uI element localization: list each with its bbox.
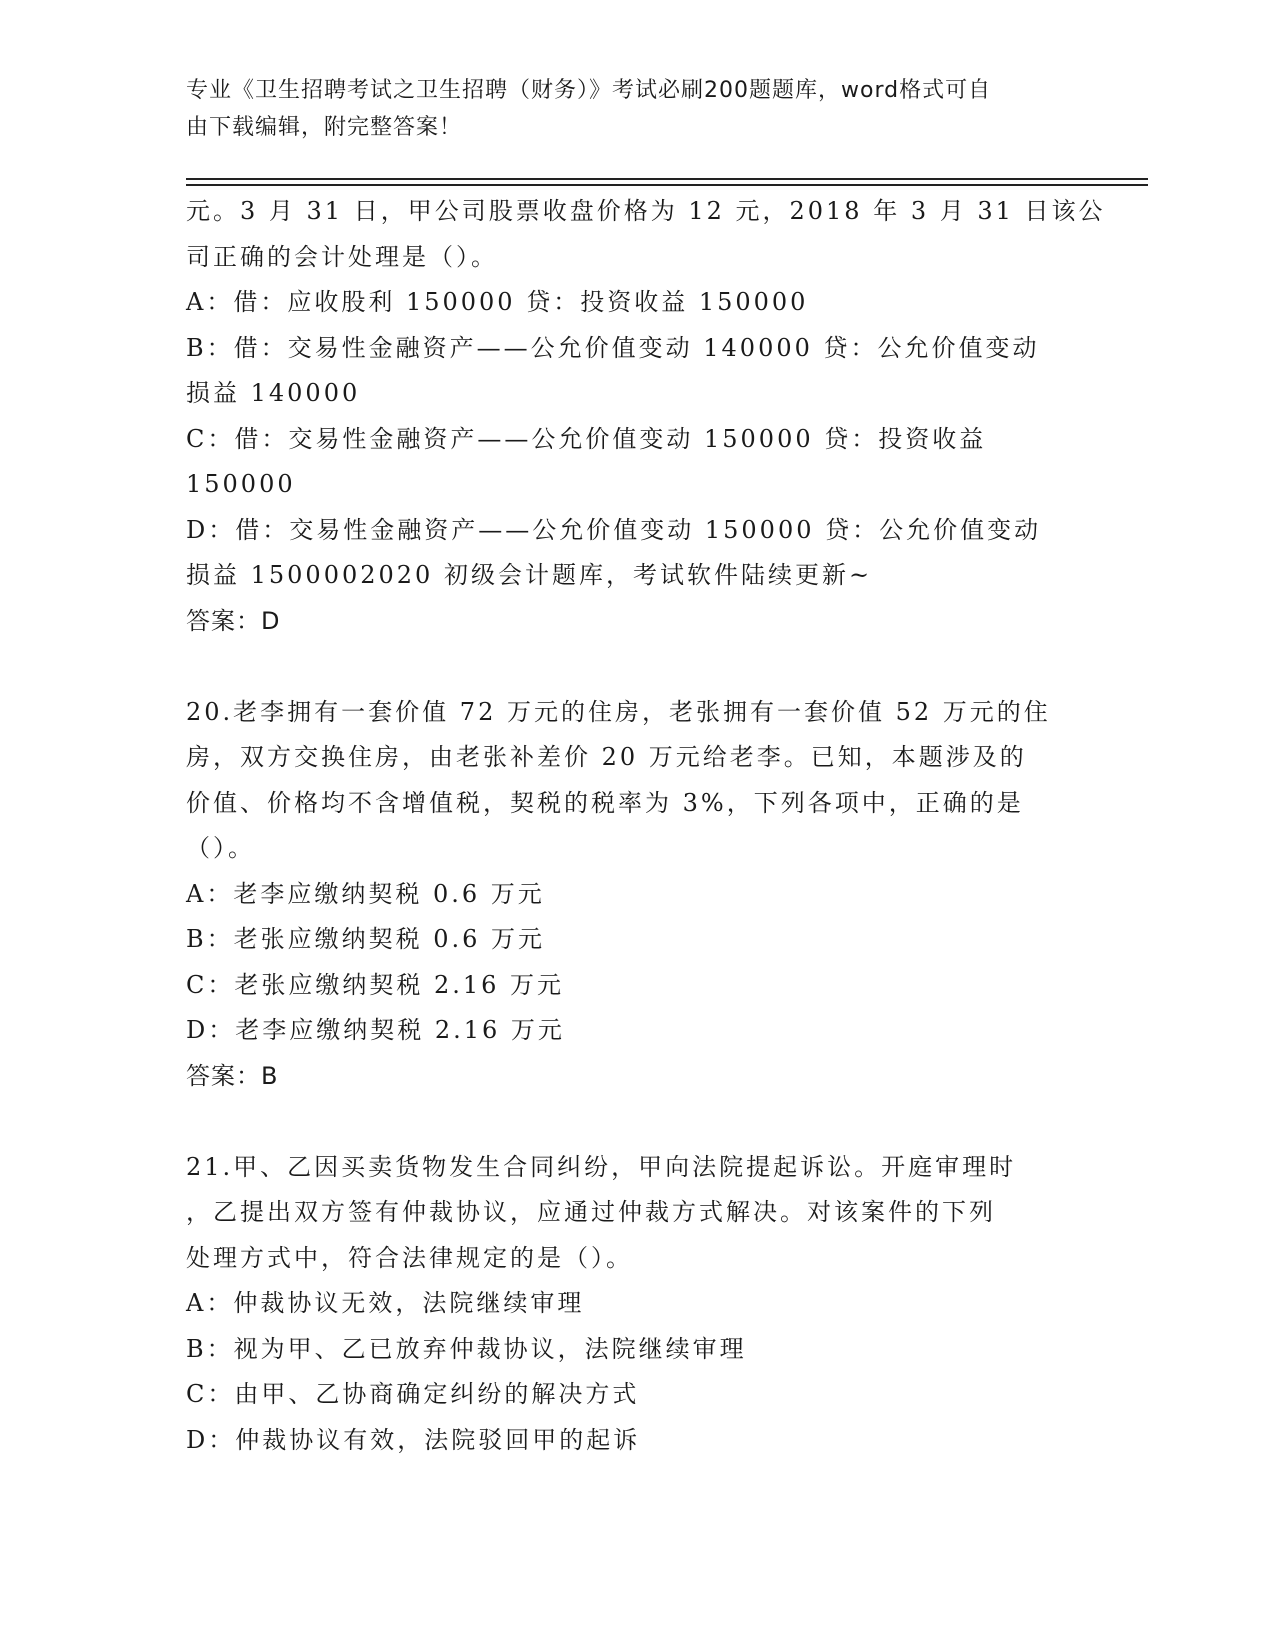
answer: 答案：B xyxy=(186,1061,279,1090)
option-c: C：由甲、乙协商确定纠纷的解决方式 xyxy=(186,1380,640,1408)
question-stem: 房，双方交换住房，由老张补差价 20 万元给老李。已知，本题涉及的 xyxy=(186,743,1027,771)
question-stem: 20.老李拥有一套价值 72 万元的住房，老张拥有一套价值 52 万元的住 xyxy=(186,697,1051,726)
option-d-continued: 损益 1500002020 初级会计题库，考试软件陆续更新~ xyxy=(186,561,873,589)
question-stem: ，乙提出双方签有仲裁协议，应通过仲裁方式解决。对该案件的下列 xyxy=(186,1198,996,1226)
option-d: D：仲裁协议有效，法院驳回甲的起诉 xyxy=(186,1425,641,1454)
question-stem: 21.甲、乙因买卖货物发生合同纠纷，甲向法院提起诉讼。开庭审理时 xyxy=(186,1152,1017,1181)
header-rule-bottom xyxy=(186,184,1148,186)
document-body xyxy=(186,189,1106,1463)
option-b: B：老张应缴纳契税 0.6 万元 xyxy=(186,925,546,953)
option-b-continued: 损益 140000 xyxy=(186,379,361,407)
option-b: B：视为甲、乙已放弃仲裁协议，法院继续审理 xyxy=(186,1334,747,1363)
question-stem: 司正确的会计处理是（）。 xyxy=(186,242,498,271)
option-a: A：老李应缴纳契税 0.6 万元 xyxy=(186,879,545,908)
header-rule-top xyxy=(186,178,1148,180)
header-title-line-1: 专业《卫生招聘考试之卫生招聘（财务）》考试必刷200题题库，word格式可自 xyxy=(186,78,992,103)
option-d: D：借：交易性金融资产——公允价值变动 150000 贷：公允价值变动 xyxy=(186,515,1042,544)
option-c-continued: 150000 xyxy=(186,470,296,498)
header-title-line-2: 由下载编辑，附完整答案！ xyxy=(186,115,463,140)
question-20 xyxy=(186,690,1076,1100)
option-d: D：老李应缴纳契税 2.16 万元 xyxy=(186,1016,565,1044)
answer: 答案：D xyxy=(186,606,281,635)
question-21 xyxy=(186,1145,1076,1464)
question-stem: 处理方式中，符合法律规定的是（）。 xyxy=(186,1243,633,1272)
spacer xyxy=(186,644,1076,690)
option-c: C：老张应缴纳契税 2.16 万元 xyxy=(186,970,565,999)
spacer xyxy=(186,1099,1076,1145)
question-stem: （）。 xyxy=(186,834,255,862)
question-stem: 价值、价格均不含增值税，契税的税率为 3%，下列各项中，正确的是 xyxy=(186,788,1024,817)
option-a: A：借：应收股利 150000 贷：投资收益 150000 xyxy=(186,288,809,316)
option-b: B：借：交易性金融资产——公允价值变动 140000 贷：公允价值变动 xyxy=(186,333,1040,362)
option-a: A：仲裁协议无效，法院继续审理 xyxy=(186,1289,585,1317)
question-19 xyxy=(186,189,1106,644)
document-header xyxy=(186,72,1066,146)
option-c: C：借：交易性金融资产——公允价值变动 150000 贷：投资收益 xyxy=(186,424,987,453)
question-stem: 元。3 月 31 日，甲公司股票收盘价格为 12 元，2018 年 3 月 31 日该公 xyxy=(186,197,1106,225)
